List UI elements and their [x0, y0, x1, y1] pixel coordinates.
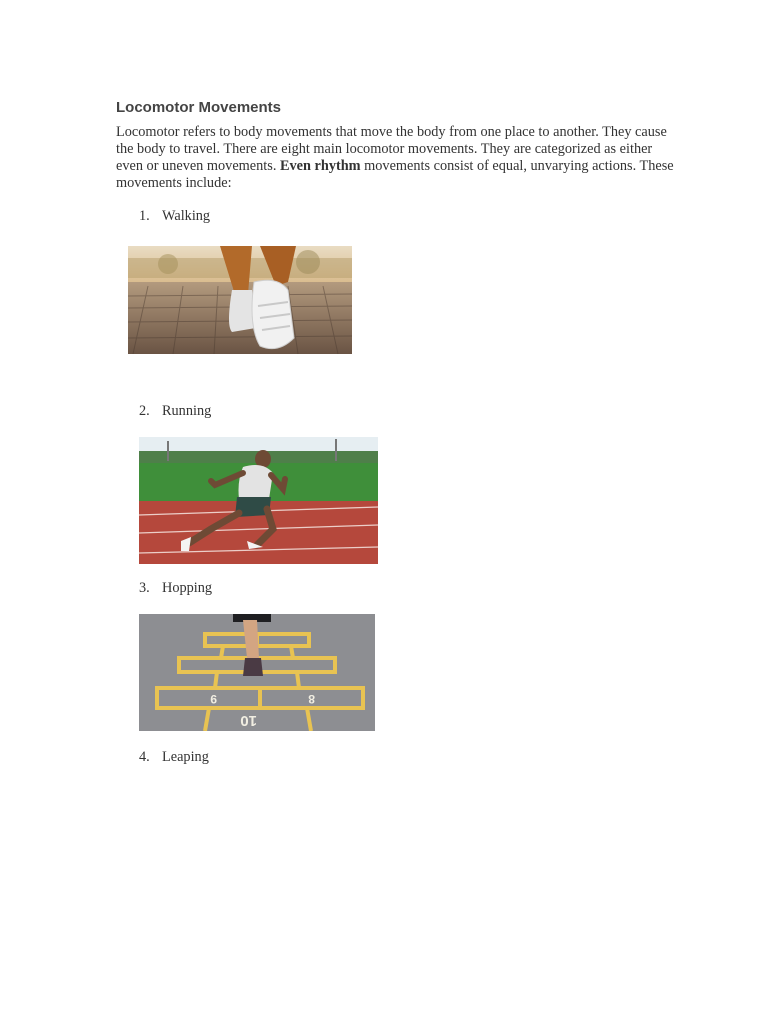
hopscotch-number: 9 [210, 692, 217, 706]
list-item [139, 208, 210, 225]
list-item [139, 749, 209, 766]
intro-bold-text: Even rhythm [279, 158, 361, 174]
list-item-label: Running [162, 403, 212, 419]
intro-paragraph [116, 124, 676, 192]
intro-text-1: Locomotor refers to body movements that move the body from one place to another. They cause the body to travel. There are eight main locomotor movements. They are categorized as either even or uneven movements. [116, 124, 667, 174]
list-item [139, 403, 211, 420]
walking-photo [128, 246, 352, 354]
list-item-number: 4. [139, 749, 150, 765]
hopping-photo [139, 614, 375, 731]
running-photo [139, 437, 378, 564]
list-item-label: Hopping [162, 580, 213, 596]
list-item-number: 3. [139, 580, 150, 596]
list-item-label: Walking [162, 208, 211, 224]
page-title: Locomotor Movements [116, 99, 282, 116]
intro-text-2: movements consist of equal, unvarying actions. These movements include: [116, 158, 674, 191]
list-item-number: 1. [139, 208, 150, 224]
list-item [139, 580, 212, 597]
hopscotch-number: 8 [308, 692, 315, 706]
hopscotch-number: 10 [240, 712, 257, 729]
list-item-number: 2. [139, 403, 150, 419]
list-item-label: Leaping [162, 749, 209, 765]
